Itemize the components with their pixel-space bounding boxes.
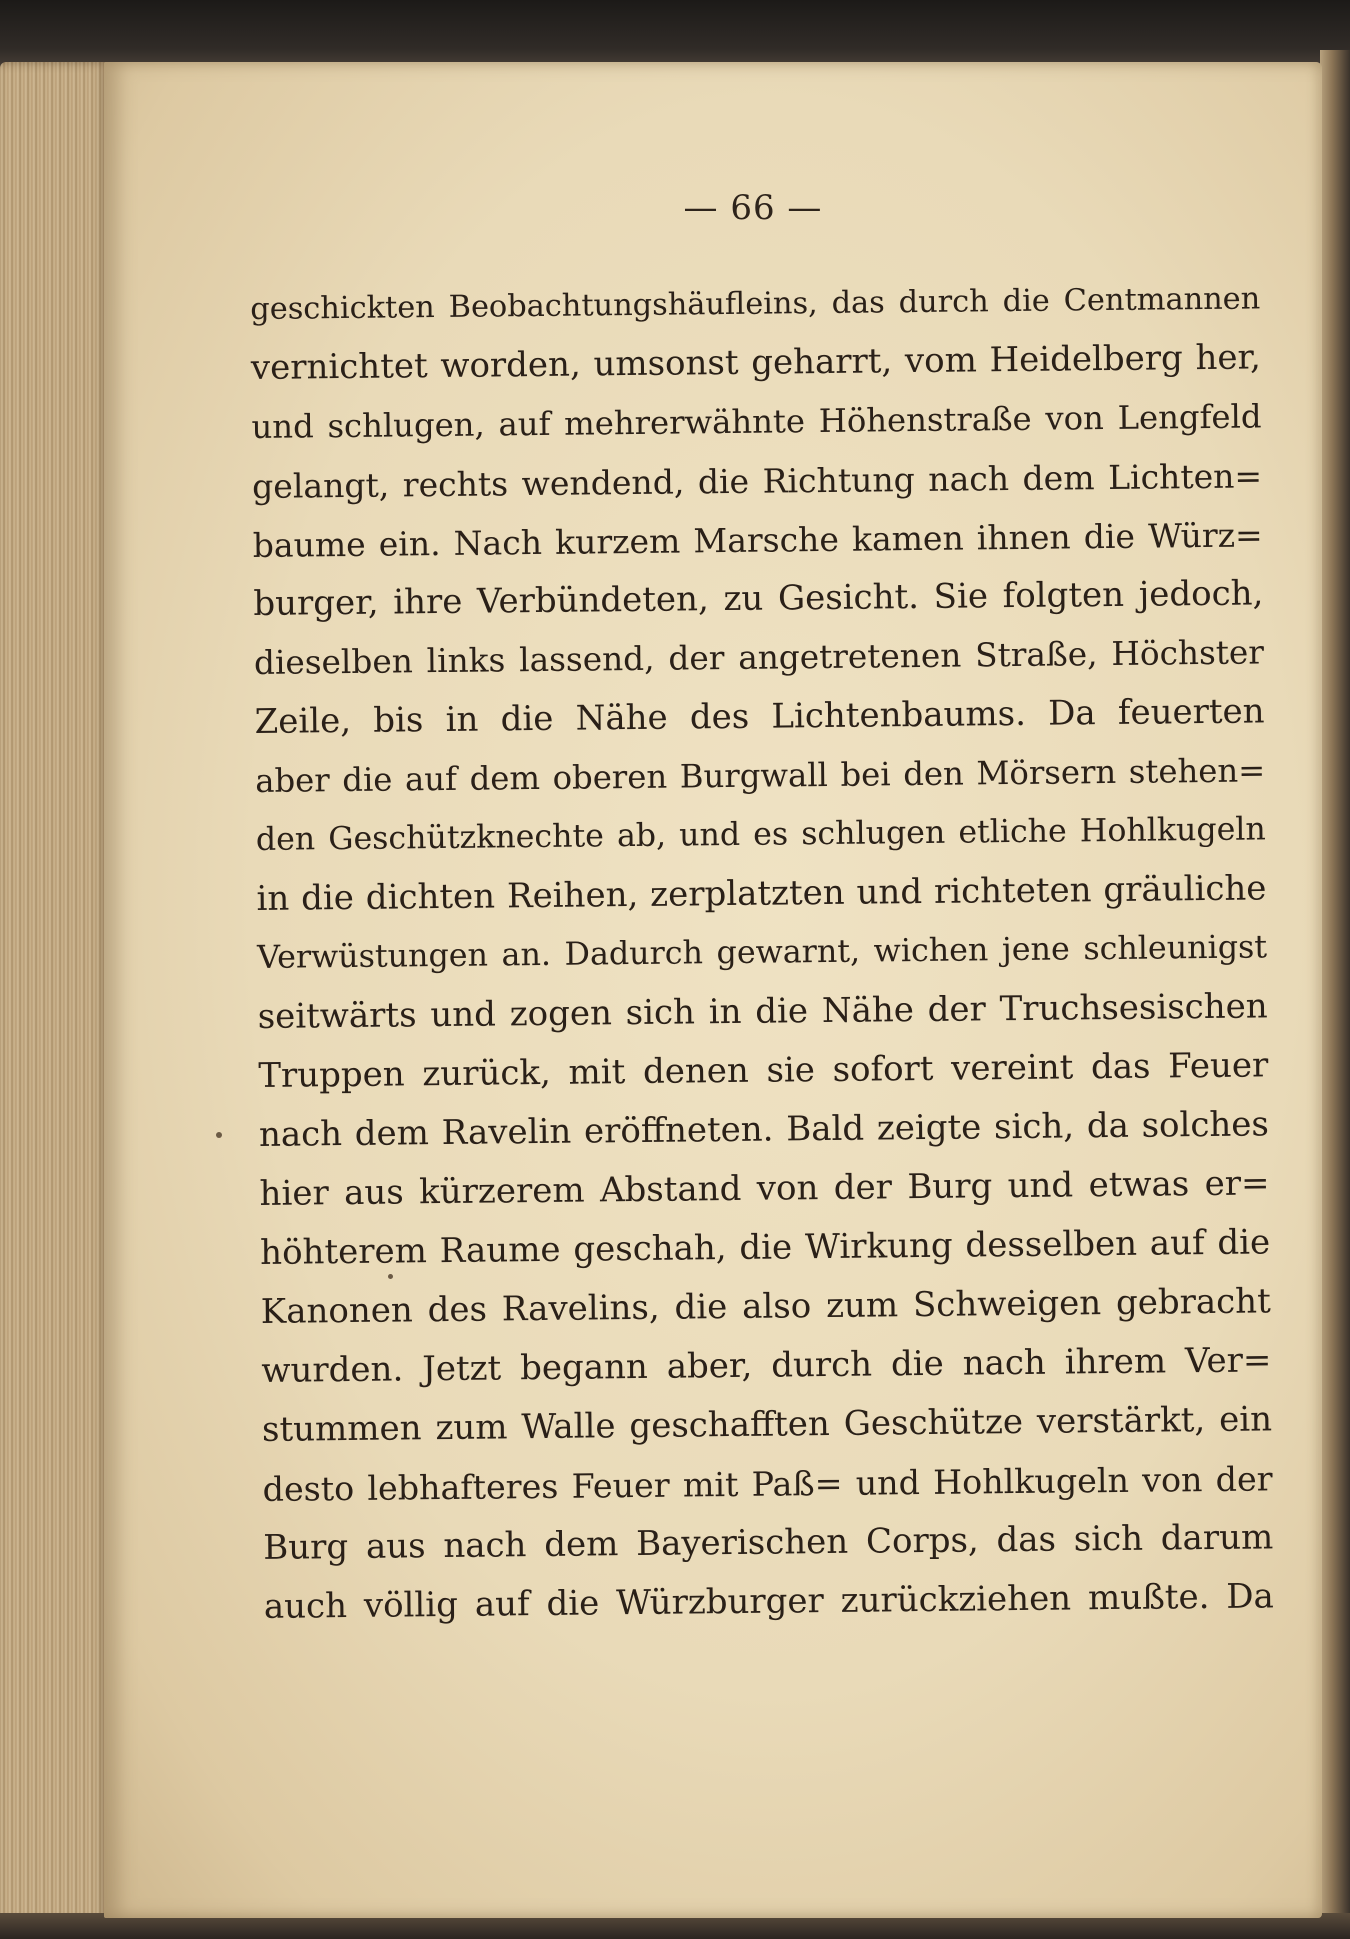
text-line: Burg aus nach dem Bayerischen Corps, das sich darum: [263, 1517, 1274, 1568]
book-cover-top: [0, 0, 1350, 70]
text-line: aber die auf dem oberen Burgwall bei den Mörsern stehen=: [255, 751, 1266, 800]
text-line: gelangt, rechts wendend, die Richtung nach dem Lichten=: [251, 456, 1263, 506]
text-line: höhterem Raume geschah, die Wirkung desselben auf die: [259, 1222, 1271, 1273]
text-line: seitwärts und zogen sich in die Nähe der Truchsesischen: [257, 986, 1268, 1037]
text-line: hier aus kürzerem Abstand von der Burg und etwas er=: [259, 1163, 1270, 1214]
book-cover-right: [1320, 50, 1350, 1939]
text-line: in die dichten Reihen, zerplatzten und richteten gräuliche: [256, 868, 1267, 919]
ink-speck: [216, 1132, 222, 1138]
text-line: Kanonen des Ravelins, die also zum Schweigen gebracht: [260, 1281, 1271, 1332]
text-line: auch völlig auf die Würzburger zurückziehen mußte. Da: [263, 1576, 1275, 1627]
ink-speck: [388, 1274, 393, 1279]
text-line: stummen zum Walle geschafften Geschütze verstärkt, ein: [261, 1399, 1273, 1450]
page-block-edges: [0, 62, 110, 1922]
text-line: dieselben links lassend, der angetretenen Straße, Höchster: [253, 633, 1265, 682]
text-line: burger, ihre Verbündeten, zu Gesicht. Sie folgten jedoch,: [253, 573, 1264, 624]
text-line: wurden. Jetzt begann aber, durch die nach ihrem Ver=: [261, 1340, 1272, 1391]
text-line: desto lebhafteres Feuer mit Paß= und Hohlkugeln von der: [262, 1459, 1273, 1509]
text-line: und schlugen, auf mehrerwähnte Höhenstraße von Lengfeld: [251, 397, 1262, 446]
text-line: geschickten Beobachtungshäufleins, das durch die Centmannen: [250, 281, 1261, 327]
body-text: [250, 269, 1274, 1637]
text-line: den Geschützknechte ab, und es schlugen etliche Hohlkugeln: [255, 811, 1266, 858]
text-line: vernichtet worden, umsonst geharrt, vom Heidelberg her,: [250, 337, 1262, 388]
text-line: Zeile, bis in die Nähe des Lichtenbaums. Da feuerten: [254, 691, 1265, 742]
text-line: nach dem Ravelin eröffneten. Bald zeigte sich, da solches: [258, 1104, 1270, 1155]
book-page: [104, 62, 1322, 1918]
text-line: Verwüstungen an. Dadurch gewarnt, wichen jene schleunigst: [256, 929, 1268, 976]
text-line: Truppen zurück, mit denen sie sofort vereint das Feuer: [258, 1045, 1269, 1096]
page-number: — 66 —: [683, 188, 823, 228]
text-line: baume ein. Nach kurzem Marsche kamen ihnen die Würz=: [252, 515, 1263, 565]
